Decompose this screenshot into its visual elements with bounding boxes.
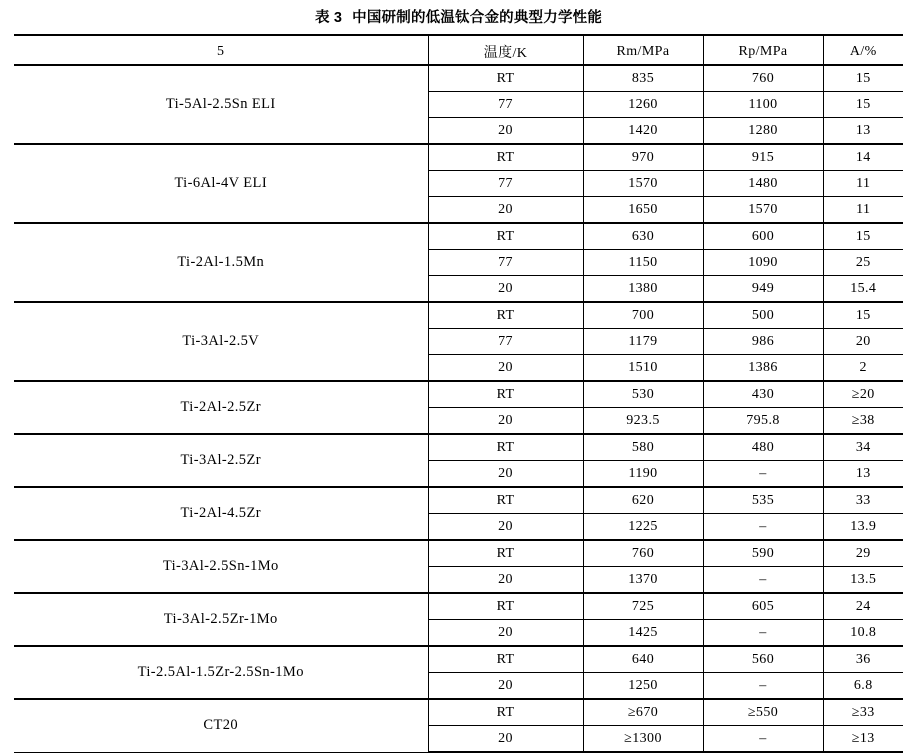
rm-value-cell: 1179 — [583, 329, 703, 355]
elongation-value-cell: 33 — [823, 487, 903, 514]
elongation-value-cell: ≥13 — [823, 726, 903, 753]
table-row — [14, 540, 903, 567]
rp-value-cell: 1570 — [703, 197, 823, 224]
rp-value-cell: – — [703, 726, 823, 753]
column-header-alloy: 5 — [14, 39, 428, 65]
alloy-name-cell: Ti-3Al-2.5Zr-1Mo — [14, 593, 428, 646]
elongation-value-cell: 15 — [823, 302, 903, 329]
rp-value-cell: – — [703, 620, 823, 647]
rm-value-cell: 1420 — [583, 118, 703, 145]
elongation-value-cell: ≥33 — [823, 699, 903, 726]
temperature-cell: 20 — [428, 620, 583, 647]
temperature-cell: RT — [428, 593, 583, 620]
rp-value-cell: 986 — [703, 329, 823, 355]
alloy-name-cell: Ti-5Al-2.5Sn ELI — [14, 65, 428, 144]
rm-value-cell: 1250 — [583, 673, 703, 700]
alloy-name-cell: Ti-2Al-1.5Mn — [14, 223, 428, 302]
rm-value-cell: 700 — [583, 302, 703, 329]
rm-value-cell: 1380 — [583, 276, 703, 303]
rm-value-cell: 725 — [583, 593, 703, 620]
column-header-rm: Rm/MPa — [583, 39, 703, 65]
temperature-cell: 20 — [428, 726, 583, 753]
alloy-name-cell: Ti-6Al-4V ELI — [14, 144, 428, 223]
temperature-cell: 77 — [428, 171, 583, 197]
rp-value-cell: 915 — [703, 144, 823, 171]
elongation-value-cell: 24 — [823, 593, 903, 620]
elongation-value-cell: 36 — [823, 646, 903, 673]
rp-value-cell: 1090 — [703, 250, 823, 276]
rm-value-cell: 640 — [583, 646, 703, 673]
rm-value-cell: 1570 — [583, 171, 703, 197]
temperature-cell: 20 — [428, 673, 583, 700]
rp-value-cell: 480 — [703, 434, 823, 461]
table-body — [14, 65, 903, 752]
rp-value-cell: 1386 — [703, 355, 823, 382]
rm-value-cell: 580 — [583, 434, 703, 461]
table-row — [14, 223, 903, 250]
temperature-cell: RT — [428, 381, 583, 408]
rp-value-cell: 590 — [703, 540, 823, 567]
alloy-name-cell: Ti-3Al-2.5V — [14, 302, 428, 381]
table-row — [14, 65, 903, 92]
elongation-value-cell: ≥38 — [823, 408, 903, 435]
rm-value-cell: 1225 — [583, 514, 703, 541]
rm-value-cell: 530 — [583, 381, 703, 408]
temperature-cell: RT — [428, 646, 583, 673]
elongation-value-cell: 15 — [823, 65, 903, 92]
rp-value-cell: 1100 — [703, 92, 823, 118]
elongation-value-cell: 11 — [823, 197, 903, 224]
temperature-cell: 20 — [428, 276, 583, 303]
rm-value-cell: ≥670 — [583, 699, 703, 726]
rp-value-cell: 1480 — [703, 171, 823, 197]
rm-value-cell: 1425 — [583, 620, 703, 647]
table-caption-number: 表 3 — [314, 10, 343, 26]
temperature-cell: 77 — [428, 250, 583, 276]
table-caption-title: 中国研制的低温钛合金的典型力学性能 — [352, 10, 603, 26]
elongation-value-cell: 20 — [823, 329, 903, 355]
column-header-elongation: A/% — [823, 39, 903, 65]
elongation-value-cell: 13.9 — [823, 514, 903, 541]
rm-value-cell: 1510 — [583, 355, 703, 382]
rp-value-cell: 500 — [703, 302, 823, 329]
rp-value-cell: 795.8 — [703, 408, 823, 435]
elongation-value-cell: 14 — [823, 144, 903, 171]
table-row — [14, 646, 903, 673]
alloy-name-cell: Ti-2Al-4.5Zr — [14, 487, 428, 540]
elongation-value-cell: 15.4 — [823, 276, 903, 303]
elongation-value-cell: 6.8 — [823, 673, 903, 700]
elongation-value-cell: ≥20 — [823, 381, 903, 408]
rm-value-cell: ≥1300 — [583, 726, 703, 753]
column-header-rp: Rp/MPa — [703, 39, 823, 65]
elongation-value-cell: 34 — [823, 434, 903, 461]
rp-value-cell: – — [703, 673, 823, 700]
elongation-value-cell: 25 — [823, 250, 903, 276]
rp-value-cell: – — [703, 567, 823, 594]
table-caption — [14, 0, 903, 34]
rm-value-cell: 1190 — [583, 461, 703, 488]
mechanical-properties-table — [14, 34, 903, 753]
rp-value-cell: 760 — [703, 65, 823, 92]
rp-value-cell: 535 — [703, 487, 823, 514]
table-row — [14, 593, 903, 620]
temperature-cell: RT — [428, 540, 583, 567]
temperature-cell: RT — [428, 487, 583, 514]
table-row — [14, 434, 903, 461]
elongation-value-cell: 13 — [823, 461, 903, 488]
alloy-name-cell: Ti-2Al-2.5Zr — [14, 381, 428, 434]
rm-value-cell: 1650 — [583, 197, 703, 224]
temperature-cell: 20 — [428, 118, 583, 145]
temperature-cell: 20 — [428, 408, 583, 435]
table-row — [14, 487, 903, 514]
temperature-cell: RT — [428, 699, 583, 726]
temperature-cell: RT — [428, 65, 583, 92]
rm-value-cell: 1370 — [583, 567, 703, 594]
temperature-cell: 20 — [428, 461, 583, 488]
table-row — [14, 381, 903, 408]
temperature-cell: 20 — [428, 355, 583, 382]
rp-value-cell: ≥550 — [703, 699, 823, 726]
elongation-value-cell: 13 — [823, 118, 903, 145]
rm-value-cell: 923.5 — [583, 408, 703, 435]
alloy-name-cell: Ti-2.5Al-1.5Zr-2.5Sn-1Mo — [14, 646, 428, 699]
rp-value-cell: 430 — [703, 381, 823, 408]
alloy-name-cell: Ti-3Al-2.5Zr — [14, 434, 428, 487]
rm-value-cell: 835 — [583, 65, 703, 92]
elongation-value-cell: 15 — [823, 223, 903, 250]
temperature-cell: RT — [428, 302, 583, 329]
table-row — [14, 699, 903, 726]
column-header-temperature: 温度/K — [428, 39, 583, 65]
rm-value-cell: 630 — [583, 223, 703, 250]
elongation-value-cell: 10.8 — [823, 620, 903, 647]
rm-value-cell: 1260 — [583, 92, 703, 118]
temperature-cell: RT — [428, 223, 583, 250]
table-head — [14, 35, 903, 65]
table-row — [14, 302, 903, 329]
temperature-cell: 20 — [428, 197, 583, 224]
rp-value-cell: 1280 — [703, 118, 823, 145]
temperature-cell: RT — [428, 434, 583, 461]
temperature-cell: 20 — [428, 567, 583, 594]
elongation-value-cell: 13.5 — [823, 567, 903, 594]
rp-value-cell: 605 — [703, 593, 823, 620]
rm-value-cell: 1150 — [583, 250, 703, 276]
temperature-cell: 77 — [428, 92, 583, 118]
rp-value-cell: 560 — [703, 646, 823, 673]
rp-value-cell: – — [703, 514, 823, 541]
rp-value-cell: 949 — [703, 276, 823, 303]
elongation-value-cell: 2 — [823, 355, 903, 382]
rm-value-cell: 620 — [583, 487, 703, 514]
alloy-name-cell: Ti-3Al-2.5Sn-1Mo — [14, 540, 428, 593]
temperature-cell: 77 — [428, 329, 583, 355]
elongation-value-cell: 29 — [823, 540, 903, 567]
rp-value-cell: 600 — [703, 223, 823, 250]
table-header-row — [14, 39, 903, 65]
elongation-value-cell: 15 — [823, 92, 903, 118]
table-row — [14, 144, 903, 171]
rm-value-cell: 760 — [583, 540, 703, 567]
alloy-name-cell: CT20 — [14, 699, 428, 752]
rp-value-cell: – — [703, 461, 823, 488]
temperature-cell: RT — [428, 144, 583, 171]
elongation-value-cell: 11 — [823, 171, 903, 197]
temperature-cell: 20 — [428, 514, 583, 541]
rm-value-cell: 970 — [583, 144, 703, 171]
